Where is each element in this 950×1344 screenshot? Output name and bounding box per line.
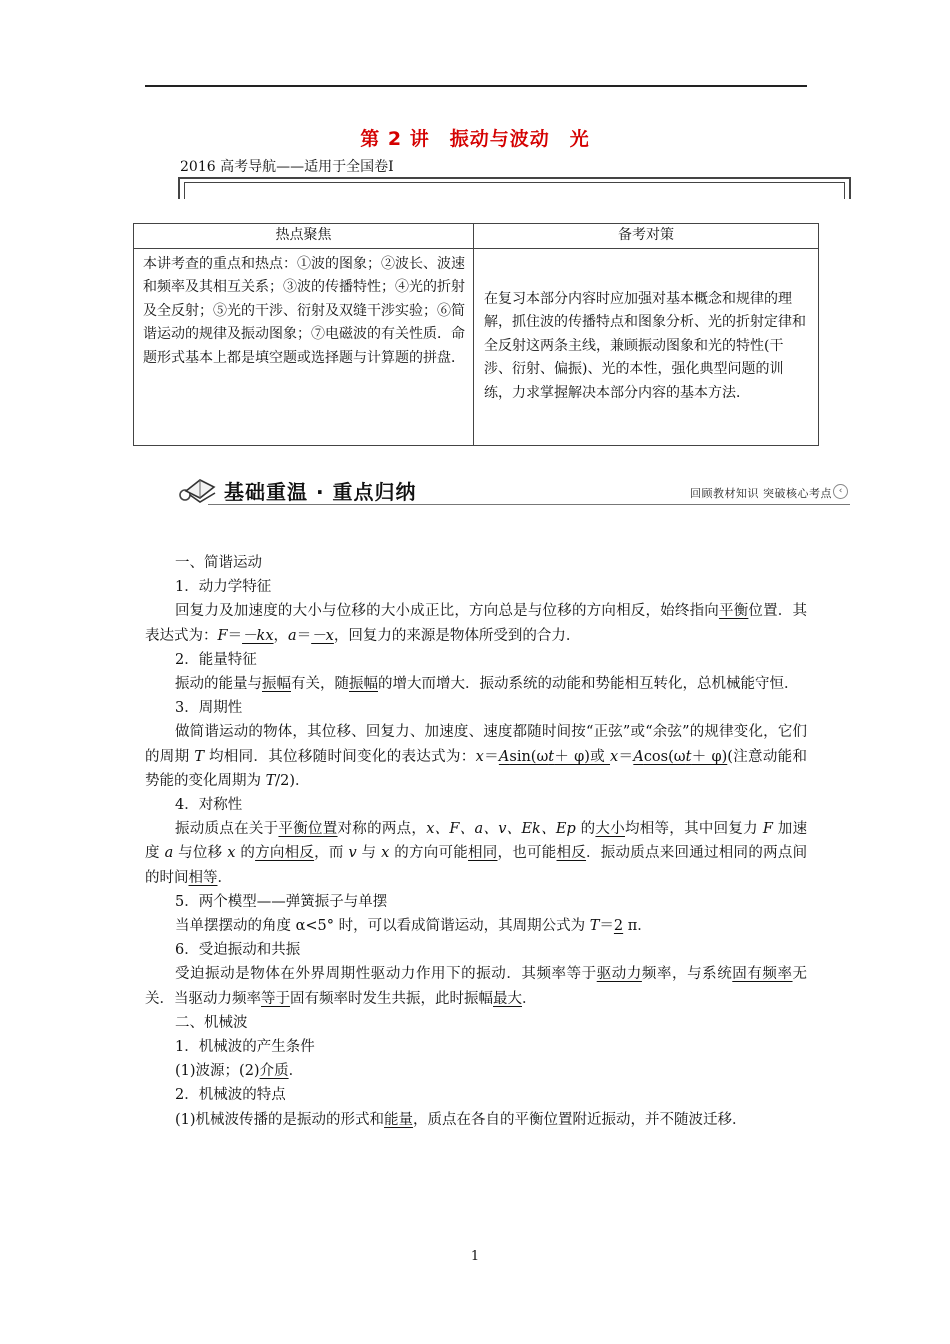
banner-underline xyxy=(208,504,850,505)
table-header-focus: 热点聚焦 xyxy=(134,224,474,249)
hotspot-table xyxy=(133,223,819,446)
paragraph: 振动质点在关于平衡位置对称的两点，x、F、a、v、Ek、Ep 的大小均相等，其中回复力 F 加速度 a 与位移 x 的方向相反，而 v 与 x 的方向可能相同，也可能相反．振动质点来回通过相同的两点间的时间相等． xyxy=(145,821,808,886)
paragraph: 振动的能量与振幅有关，随振幅的增大而增大．振动系统的动能和势能相互转化，总机械能守恒． xyxy=(175,676,799,693)
subtitle-frame xyxy=(178,177,851,199)
header-rule xyxy=(145,85,807,87)
blank-answer: 相同 xyxy=(467,845,498,862)
blank-answer: 大小 xyxy=(595,821,625,838)
blank-answer: 驱动力 xyxy=(596,966,642,983)
blank-answer: －x xyxy=(311,627,334,644)
main-content xyxy=(145,551,807,1132)
page-title: 第 2 讲 振动与波动 光 xyxy=(360,128,590,150)
blank-answer: 能量 xyxy=(384,1111,414,1128)
paragraph: 受迫振动是物体在外界周期性驱动力作用下的振动．其频率等于驱动力频率，与系统固有频率无关．当驱动力频率等于固有频率时发生共振，此时振幅最大． xyxy=(145,966,808,1007)
item-heading: 2．能量特征 xyxy=(175,651,257,668)
paragraph: 回复力及加速度的大小与位移的大小成正比，方向总是与位移的方向相反，始终指向平衡位置．其表达式为：F＝－kx，a＝－x，回复力的来源是物体所受到的合力． xyxy=(145,603,808,644)
blank-answer: 介质 xyxy=(259,1063,289,1080)
item-heading: 1．动力学特征 xyxy=(175,579,272,596)
page-number: 1 xyxy=(470,1249,480,1264)
item-heading: 2．机械波的特点 xyxy=(175,1087,286,1104)
table-header-strategy: 备考对策 xyxy=(474,224,819,249)
section-heading: 二、机械波 xyxy=(175,1014,248,1031)
paragraph: (1)波源；(2)介质． xyxy=(175,1063,304,1080)
paragraph: (1)机械波传播的是振动的形式和能量，质点在各自的平衡位置附近振动，并不随波迁移． xyxy=(175,1111,747,1128)
page-subtitle: 2016 高考导航——适用于全国卷Ⅰ xyxy=(180,159,394,175)
paragraph: 当单摆摆动的角度 α<5° 时，可以看成简谐运动，其周期公式为 T＝2 π． xyxy=(175,918,652,935)
table-cell-strategy: 在复习本部分内容时应加强对基本概念和规律的理解，抓住波的传播特点和图象分析、光的折射定律和全反射这两条主线，兼顾振动图象和光的特性(干涉、衍射、偏振)、光的本性，强化典型问题的训练，力求掌握解决本部分内容的基本方法． xyxy=(474,248,819,445)
blank-answer: 振幅 xyxy=(262,676,291,693)
book-hand-icon xyxy=(178,474,218,506)
blank-answer: 最大 xyxy=(493,990,522,1007)
blank-answer: 等于 xyxy=(261,990,290,1007)
paragraph: 做简谐运动的物体，其位移、回复力、加速度、速度都随时间按“正弦”或“余弦”的规律变化，它们的周期 T 均相同．其位移随时间变化的表达式为：x＝Asin(ωt＋ φ)或 x＝Acos(ωt＋ φ)(注意动能和势能的变化周期为 T/2)． xyxy=(145,724,807,789)
table-cell-focus: 本讲考查的重点和热点：①波的图象；②波长、波速和频率及其相互关系；③波的传播特性；④光的折射及全反射；⑤光的干涉、衍射及双缝干涉实验；⑥简谐运动的规律及振动图象；⑦电磁波的有关性质．命题形式基本上都是填空题或选择题与计算题的拼盘． xyxy=(134,248,474,445)
item-heading: 3．周期性 xyxy=(175,700,243,717)
blank-answer: 2 xyxy=(613,918,624,935)
blank-answer: 相反 xyxy=(556,845,587,862)
blank-answer: 平衡 xyxy=(719,603,749,620)
item-heading: 5．两个模型——弹簧振子与单摆 xyxy=(175,893,388,910)
blank-answer: 方向相反 xyxy=(255,845,315,862)
item-heading: 4．对称性 xyxy=(175,797,243,814)
blank-answer: 振幅 xyxy=(349,676,378,693)
blank-answer: 固有频率 xyxy=(732,966,793,983)
section-heading: 一、简谐运动 xyxy=(175,555,262,571)
section-banner xyxy=(178,472,850,506)
banner-title: 基础重温 · 重点归纳 xyxy=(224,480,417,504)
banner-tagline: 回顾教材知识 突破核心考点 xyxy=(690,487,832,500)
item-heading: 6．受迫振动和共振 xyxy=(175,942,301,959)
blank-answer: 相等 xyxy=(188,869,218,886)
chevron-left-icon: ‹ xyxy=(833,484,848,499)
blank-answer: －kx xyxy=(242,627,274,644)
item-heading: 1．机械波的产生条件 xyxy=(175,1039,315,1056)
blank-answer: 平衡位置 xyxy=(278,821,338,838)
